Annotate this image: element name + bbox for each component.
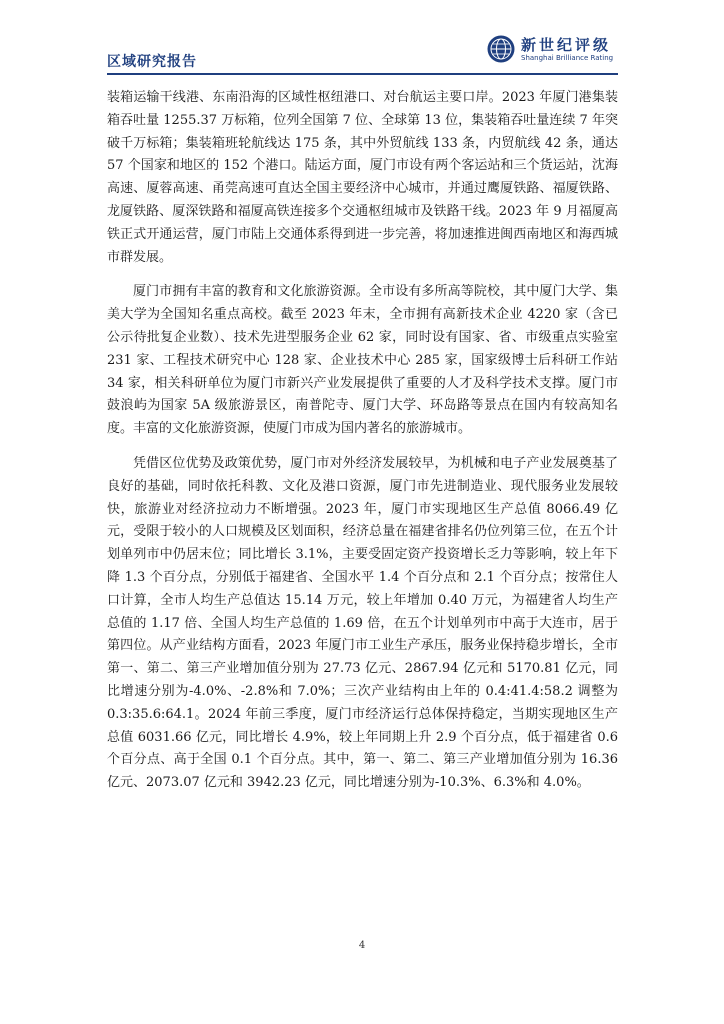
paragraph-education-tourism: 厦门市拥有丰富的教育和文化旅游资源。全市设有多所高等院校，其中厦门大学、集美大学为全国知名重点高校。截至 2023 年末，全市拥有高新技术企业 4220 家（含已公示待批复企业数）、技术先进型服务企业 62 家，同时设有国家、省、市级重点实验室 231 家、工程技术研究中心 128 家、企业技术中心 285 家，国家级博士后科研工作站 34 家，相关科研单位为厦门市新兴产业发展提供了重要的人才及科学技术支撑。厦门市鼓浪屿为国家 5A 级旅游景区，南普陀寺、厦门大学、环岛路等景点在国内有较高知名度。丰富的文化旅游资源，使厦门市成为国内著名的旅游城市。 xyxy=(107,284,618,437)
brand-name-en: Shanghai Brilliance Rating xyxy=(521,54,614,62)
header-divider xyxy=(107,73,618,75)
paragraph-transport: 装箱运输干线港、东南沿海的区域性枢纽港口、对台航运主要口岸。2023 年厦门港集装箱吞吐量 1255.37 万标箱，位列全国第 7 位、全球第 13 位，集装箱吞吐量连续 7 年突破千万标箱；集装箱班轮航线达 175 条，其中外贸航线 133 条，内贸航线 42 条，通达 57 个国家和地区的 152 个港口。陆运方面，厦门市设有两个客运站和三个货运站，沈海高速、厦蓉高速、甬莞高速可直达全国主要经济中心城市，并通过鹰厦铁路、福厦铁路、龙厦铁路、厦深铁路和福厦高铁连接多个交通枢纽城市及铁路干线。2023 年 9 月福厦高铁正式开通运营，厦门市陆上交通体系得到进一步完善，将加速推进闽西南地区和海西城市群发展。 xyxy=(107,90,618,265)
brand-logo xyxy=(486,34,626,70)
globe-icon xyxy=(486,34,516,64)
report-section-title: 区域研究报告 xyxy=(107,54,197,70)
brand-name-cn: 新世纪评级 xyxy=(521,36,612,54)
page-number: 4 xyxy=(358,940,366,951)
paragraph-economy: 凭借区位优势及政策优势，厦门市对外经济发展较早，为机械和电子产业发展奠基了良好的基础，同时依托科教、文化及港口资源，厦门市先进制造业、现代服务业发展较快，旅游业对经济拉动力不断增强。2023 年，厦门市实现地区生产总值 8066.49 亿元，受限于较小的人口规模及区划面积，经济总量在福建省排名仍位列第三位，在五个计划单列市中仍居末位；同比增长 3.1%，主要受固定资产投资增长乏力等影响，较上年下降 1.3 个百分点，分别低于福建省、全国水平 1.4 个百分点和 2.1 个百分点；按常住人口计算，全市人均生产总值达 15.14 万元，较上年增加 0.40 万元，为福建省人均生产总值的 1.17 倍、全国人均生产总值的 1.69 倍，在五个计划单列市中高于大连市，居于第四位。从产业结构方面看，2023 年厦门市工业生产承压，服务业保持稳步增长，全市第一、第二、第三产业增加值分别为 27.73 亿元、2867.94 亿元和 5170.81 亿元，同比增速分别为-4.0%、-2.8%和 7.0%；三次产业结构由上年的 0.4:41.4:58.2 调整为 0.3:35.6:64.1。2024 年前三季度，厦门市经济运行总体保持稳定，当期实现地区生产总值 6031.66 亿元，同比增长 4.9%，较上年同期上升 2.9 个百分点，低于福建省 0.6 个百分点、高于全国 0.1 个百分点。其中，第一、第二、第三产业增加值分别为 16.36 亿元、2073.07 亿元和 3942.23 亿元，同比增速分别为-10.3%、6.3%和 4.0%。 xyxy=(107,455,618,791)
report-body xyxy=(107,87,618,807)
